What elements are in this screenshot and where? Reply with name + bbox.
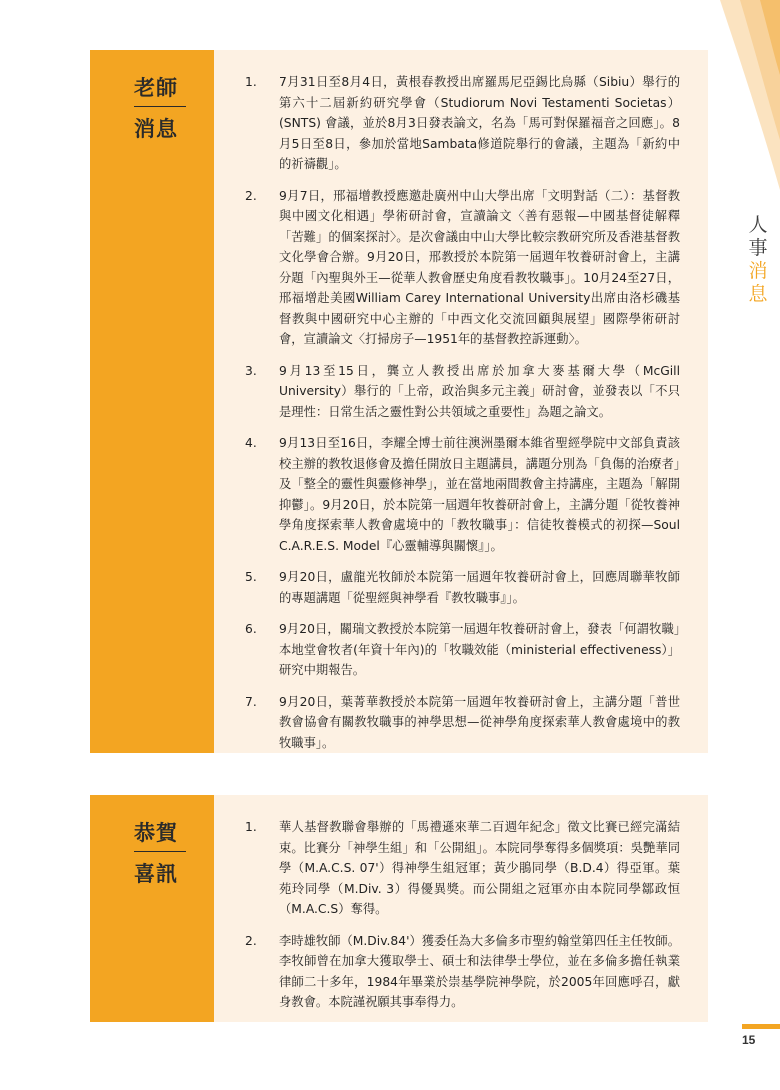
list-item (245, 72, 680, 175)
list-item (245, 567, 680, 608)
list-item (245, 931, 680, 1013)
sidebar-title-line1: 人事 (748, 214, 768, 259)
news-list (245, 72, 680, 764)
item-text: 7月31日至8月4日，黃根春教授出席羅馬尼亞錫比烏縣（Sibiu）舉行的第六十二屆新約研究學會（Studiorum Novi Testamenti Societas）(SNTS) 會議，並於8月3日發表論文，名為「馬可對保羅福音之回應」。8月5日至8日，參加於當地Sambata修道院舉行的會議，主題為「新約中的祈禱觀」。 (279, 75, 680, 171)
item-number: 1. (245, 75, 257, 89)
item-text: 9月20日，盧龍光牧師於本院第一屆週年牧養研討會上，回應周聯華牧師的專題講題「從聖經與神學看『教牧職事』」。 (279, 570, 680, 605)
item-number: 3. (245, 363, 257, 378)
list-item (245, 433, 680, 556)
page-number: 15 (742, 1033, 756, 1047)
item-number: 4. (245, 436, 257, 450)
item-number: 2. (245, 188, 257, 203)
section-heading (134, 817, 206, 888)
list-item (245, 619, 680, 681)
congratulations-section (90, 795, 708, 1022)
section-side-bar (90, 50, 214, 753)
item-text: 9月13至15日，龔立人教授出席於加拿大麥基爾大學（McGill University）舉行的「上帝，政治與多元主義」研討會，並發表以「不只是理性：日常生活之靈性對公共領域之重要性」為題之論文。 (279, 363, 680, 419)
list-item (245, 361, 680, 423)
item-number: 6. (245, 622, 257, 636)
item-number: 7. (245, 694, 257, 709)
item-number: 1. (245, 820, 257, 834)
item-text: 9月20日，葉菁華教授於本院第一屆週年牧養研討會上，主講分題「普世教會協會有關教牧職事的神學思想—從神學角度探索華人教會處境中的教牧職事」。 (279, 694, 680, 750)
heading-line1: 老師 (134, 72, 186, 107)
teacher-news-section (90, 50, 708, 753)
item-text: 9月7日，邢福增教授應邀赴廣州中山大學出席「文明對話（二）：基督教與中國文化相遇」學術研討會，宣讀論文〈善有惡報—中國基督徒解釋「苦難」的個案探討〉。是次會議由中山大學比較宗教研究所及香港基督教文化學會合辦。9月20日，邢教授於本院第一屆週年牧養研討會上，主講分題「內聖與外王—從華人教會歷史角度看教牧職事」。10月24至27日，邢福增赴美國William Carey International University出席由洛杉磯基督教與中國研究中心主辦的「中西文化交流回顧與展望」國際學術研討會，宣讀論文〈打掃房子—1951年的基督教控訴運動〉。 (279, 188, 680, 346)
item-text: 華人基督教聯會舉辦的「馬禮遜來華二百週年紀念」徵文比賽已經完滿結束。比賽分「神學生組」和「公開組」。本院同學奪得多個獎項：吳艷華同學（M.A.C.S. 07'）得神學生組冠軍；黃少鵑同學（B.D.4）得亞軍。葉苑玲同學（M.Div. 3）得優異獎。而公開組之冠軍亦由本院同學鄒政恒（M.A.C.S）奪得。 (279, 820, 680, 916)
page-number-bar (742, 1024, 780, 1029)
sidebar-title-line2: 消息 (748, 260, 768, 305)
news-list (245, 817, 680, 1024)
item-text: 9月20日，關瑞文教授於本院第一屆週年牧養研討會上，發表「何謂牧職」本地堂會牧者(年資十年內)的「牧職效能（ministerial effectiveness）」研究中期報告。 (279, 622, 680, 677)
sidebar-section-title (747, 214, 769, 306)
heading-line1: 恭賀 (134, 817, 186, 852)
item-text: 9月13日至16日，李耀全博士前往澳洲墨爾本維省聖經學院中文部負責該校主辦的教牧退修會及擔任開放日主題講員，講題分別為「負傷的治療者」及「整全的靈性與靈修神學」，並在當地兩間教會主持講座，主題為「解開抑鬱」。9月20日，於本院第一屆週年牧養研討會上，主講分題「從牧養神學角度探索華人教會處境中的「教牧職事」：信徒牧養模式的初探—Soul C.A.R.E.S. Model『心靈輔導與關懷』」。 (279, 436, 680, 553)
list-item (245, 817, 680, 920)
decorative-swoosh (700, 0, 780, 200)
heading-line2: 消息 (134, 116, 178, 141)
section-heading (134, 72, 206, 143)
list-item (245, 186, 680, 350)
heading-line2: 喜訊 (134, 861, 178, 886)
item-number: 5. (245, 570, 257, 584)
item-number: 2. (245, 933, 257, 948)
item-text: 李時雄牧師（M.Div.84'）獲委任為大多倫多市聖約翰堂第四任主任牧師。李牧師曾在加拿大獲取學士、碩士和法律學士學位，並在多倫多擔任執業律師二十多年，1984年畢業於崇基學院神學院，於2005年回應呼召，獻身教會。本院謹祝願其事奉得力。 (279, 933, 680, 1009)
list-item (245, 692, 680, 754)
